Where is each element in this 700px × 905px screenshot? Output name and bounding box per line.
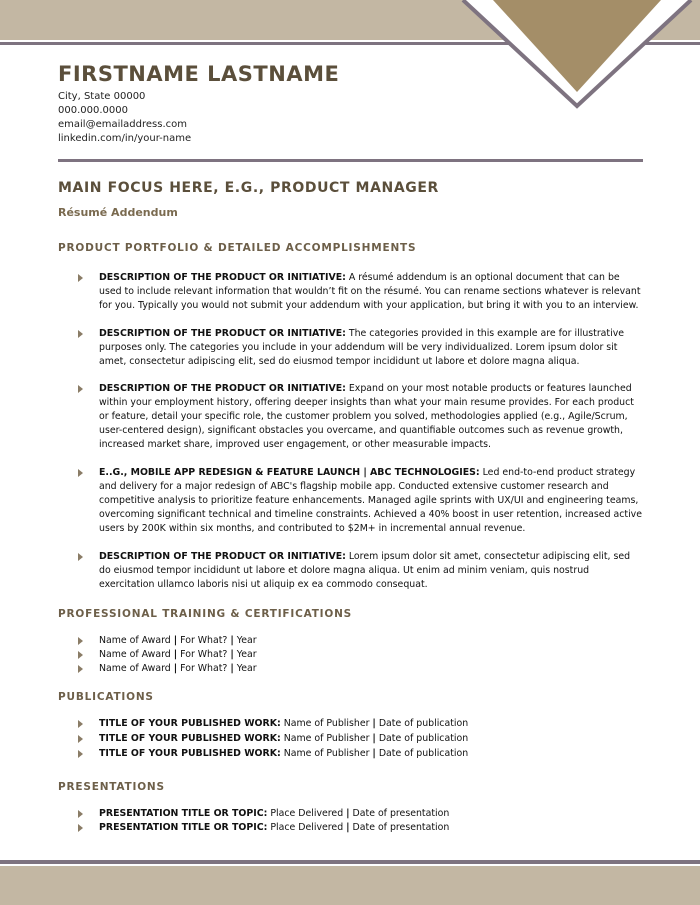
footer-band xyxy=(0,866,700,905)
bullet-arrow-icon xyxy=(78,750,83,758)
focus-title: MAIN FOCUS HERE, E.G., PRODUCT MANAGER xyxy=(58,180,439,196)
bullet-arrow-icon xyxy=(78,651,83,659)
publisher: Name of Publisher xyxy=(280,748,373,759)
presentation-item xyxy=(78,807,643,821)
training-item xyxy=(78,634,643,648)
contact-phone: 000.000.0000 xyxy=(58,105,128,116)
separator: | xyxy=(372,718,376,729)
item-text: Led end-to-end product strategy and delivery for a major redesign of ABC's flagship mobile app. Conducted extensive customer research and competitive analysis to prioritize feature enhancements. Managed agile sprints with UX/UI and engineering teams, overcoming significant technical and timeline constraints. Achieved a 40% boost in user retention, increased active users by 200K within six months, and contributed to $2M+ in incremental annual revenue. xyxy=(99,467,642,534)
item-label: DESCRIPTION OF THE PRODUCT OR INITIATIVE: xyxy=(99,272,346,283)
candidate-name: FIRSTNAME LASTNAME xyxy=(58,62,340,86)
item-label: TITLE OF YOUR PUBLISHED WORK: xyxy=(99,718,281,729)
award-name: Name of Award xyxy=(99,635,174,646)
separator: | xyxy=(372,733,376,744)
publisher: Name of Publisher xyxy=(280,718,373,729)
item-label: PRESENTATION TITLE OR TOPIC: xyxy=(99,822,268,833)
award-year: Year xyxy=(233,649,257,660)
bullet-arrow-icon xyxy=(78,810,83,818)
item-label: DESCRIPTION OF THE PRODUCT OR INITIATIVE: xyxy=(99,551,346,562)
publication-item xyxy=(78,732,643,746)
bullet-arrow-icon xyxy=(78,824,83,832)
item-text: A résumé addendum is an optional document that can be used to include relevant information that wouldn’t fit on the résumé. You can rename sections whatever is relevant for you. Typically you would not submit your addendum with your application, but bring it with you to an interview. xyxy=(99,272,641,311)
presentation-item xyxy=(78,821,643,835)
place-delivered: Place Delivered xyxy=(267,822,347,833)
bullet-arrow-icon xyxy=(78,330,83,338)
award-reason: For What? xyxy=(177,649,231,660)
award-name: Name of Award xyxy=(99,663,174,674)
separator: | xyxy=(230,663,234,674)
award-reason: For What? xyxy=(177,635,231,646)
separator: | xyxy=(230,649,234,660)
publication-date: Date of publication xyxy=(375,748,469,759)
award-year: Year xyxy=(233,663,257,674)
award-reason: For What? xyxy=(177,663,231,674)
place-delivered: Place Delivered xyxy=(267,808,347,819)
contact-block xyxy=(58,90,191,146)
item-label: E..G., MOBILE APP REDESIGN & FEATURE LAUNCH | ABC TECHNOLOGIES: xyxy=(99,467,480,478)
contact-email[interactable]: email@emailaddress.com xyxy=(58,119,187,130)
publication-item xyxy=(78,747,643,761)
bullet-arrow-icon xyxy=(78,553,83,561)
bullet-arrow-icon xyxy=(78,665,83,673)
separator: | xyxy=(346,808,350,819)
separator: | xyxy=(372,748,376,759)
bullet-arrow-icon xyxy=(78,274,83,282)
item-text: Expand on your most notable products or features launched within your employment history, offering deeper insights than what your main resume provides. For each product or feature, detail your specific role, the customer problem you solved, methodologies applied (e.g., Agile/Scrum, user-centered design), significant obstacles you overcame, and quantifiable outcomes such as revenue growth, increased market share, improved user engagement, or other measurable impacts. xyxy=(99,383,634,450)
separator: | xyxy=(346,822,350,833)
portfolio-item xyxy=(78,466,643,536)
training-item xyxy=(78,648,643,662)
item-text: The categories provided in this example are for illustrative purposes only. The categories you include in your addendum will be very individualized. Lorem ipsum dolor sit amet, consectetur adipiscing elit, sed do eiusmod tempor incididunt ut labore et dolore magna aliqua. xyxy=(99,328,625,367)
bullet-arrow-icon xyxy=(78,469,83,477)
training-item xyxy=(78,662,643,676)
item-text: Lorem ipsum dolor sit amet, consectetur adipiscing elit, sed do eiusmod tempor incididunt ut labore et dolore magna aliqua. Ut enim ad minim veniam, quis nostrud exercitation ullamco laboris nisi ut aliquip ex ea commodo consequat. xyxy=(99,551,631,590)
item-label: PRESENTATION TITLE OR TOPIC: xyxy=(99,808,268,819)
item-label: TITLE OF YOUR PUBLISHED WORK: xyxy=(99,748,281,759)
separator: | xyxy=(230,635,234,646)
chevron-decoration xyxy=(455,0,700,110)
separator: | xyxy=(173,649,178,660)
publisher: Name of Publisher xyxy=(280,733,373,744)
portfolio-item xyxy=(78,382,643,452)
portfolio-item xyxy=(78,327,643,369)
presentation-date: Date of presentation xyxy=(349,822,450,833)
portfolio-item xyxy=(78,271,643,313)
bullet-arrow-icon xyxy=(78,385,83,393)
footer-rule xyxy=(0,860,700,864)
contact-linkedin[interactable]: linkedin.com/in/your-name xyxy=(58,133,192,144)
item-label: TITLE OF YOUR PUBLISHED WORK: xyxy=(99,733,281,744)
section-title-portfolio: PRODUCT PORTFOLIO & DETAILED ACCOMPLISHMENTS xyxy=(58,242,417,254)
presentation-date: Date of presentation xyxy=(349,808,450,819)
section-divider xyxy=(58,159,643,162)
contact-address: City, State 00000 xyxy=(58,91,146,102)
publication-date: Date of publication xyxy=(375,718,469,729)
item-label: DESCRIPTION OF THE PRODUCT OR INITIATIVE: xyxy=(99,383,346,394)
bullet-arrow-icon xyxy=(78,735,83,743)
bullet-arrow-icon xyxy=(78,637,83,645)
publication-date: Date of publication xyxy=(375,733,469,744)
publication-item xyxy=(78,717,643,731)
award-name: Name of Award xyxy=(99,649,174,660)
separator: | xyxy=(173,663,178,674)
separator: | xyxy=(173,635,178,646)
section-title-publications: PUBLICATIONS xyxy=(58,691,154,703)
award-year: Year xyxy=(233,635,257,646)
portfolio-item xyxy=(78,550,643,592)
item-label: DESCRIPTION OF THE PRODUCT OR INITIATIVE: xyxy=(99,328,346,339)
section-title-presentations: PRESENTATIONS xyxy=(58,781,165,793)
bullet-arrow-icon xyxy=(78,720,83,728)
section-title-training: PROFESSIONAL TRAINING & CERTIFICATIONS xyxy=(58,608,353,620)
document-subtitle: Résumé Addendum xyxy=(58,206,178,219)
